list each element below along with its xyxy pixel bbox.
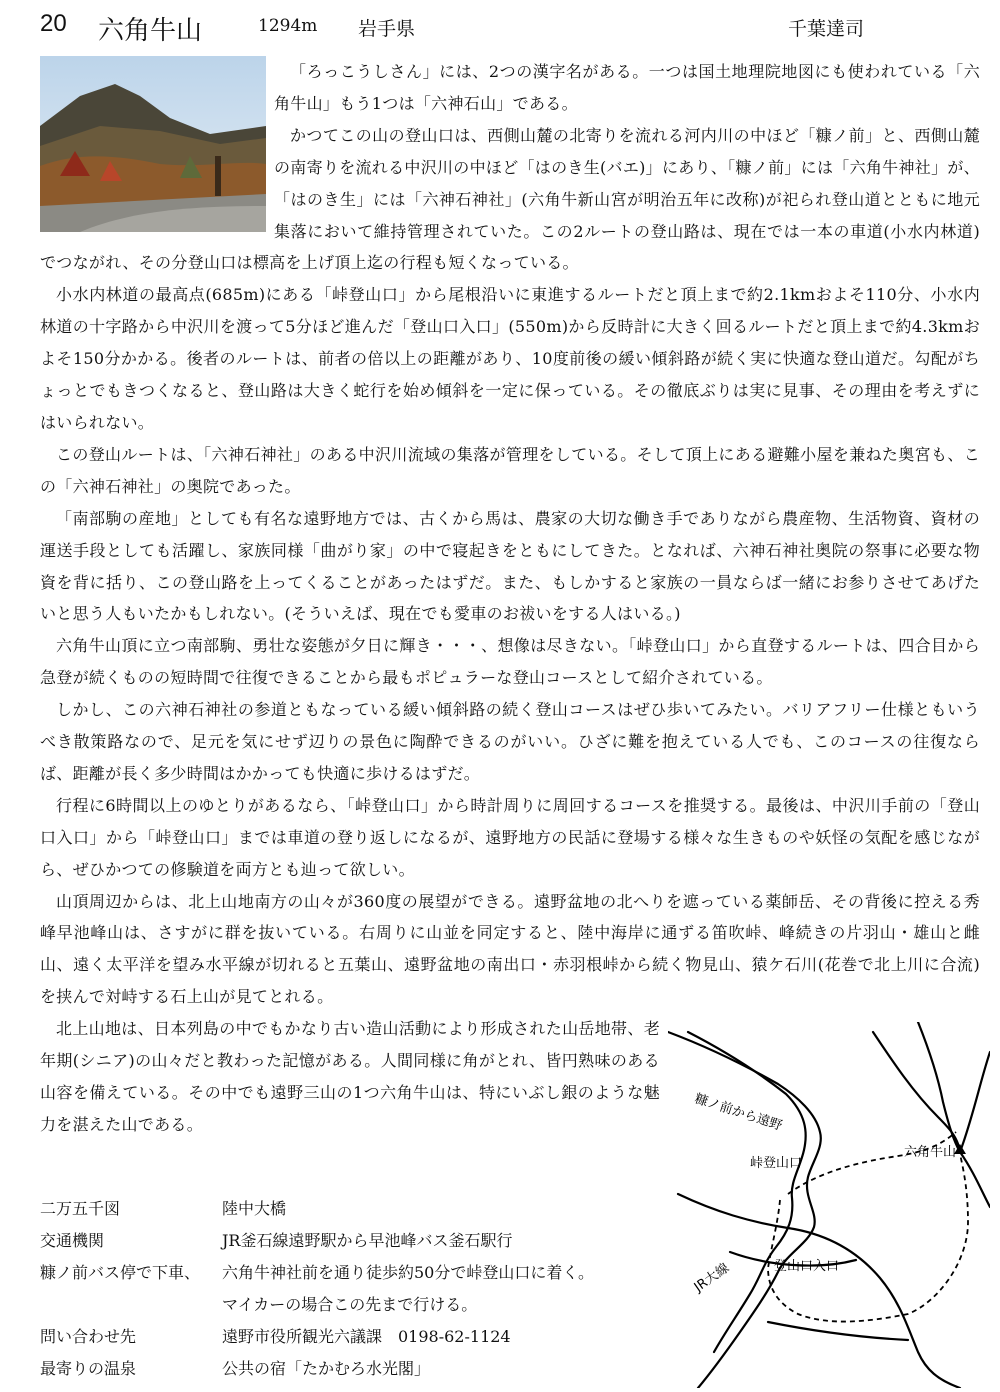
mountain-name: 六角牛山 xyxy=(98,16,203,46)
map-trail xyxy=(768,1154,968,1322)
map-river xyxy=(918,1022,960,1152)
info-value: 陸中大橋 xyxy=(222,1199,287,1218)
prefecture: 岩手県 xyxy=(358,18,416,40)
info-row xyxy=(40,1353,660,1385)
route-map xyxy=(668,1022,990,1388)
info-value: 六角牛神社前を通り徒歩約50分で峠登山口に着く。 xyxy=(222,1263,595,1282)
map-label-entrance: 登山口入口 xyxy=(774,1259,840,1274)
map-road xyxy=(668,1032,821,1388)
photo-space xyxy=(40,56,274,240)
info-row xyxy=(40,1257,660,1289)
info-key: 二万五千図 xyxy=(40,1199,121,1218)
map-road xyxy=(768,1322,908,1340)
info-row xyxy=(40,1193,660,1225)
info-key: 糠ノ前バス停で下車、 xyxy=(40,1263,201,1282)
info-value: JR釜石線遠野駅から早池峰バス釜石駅行 xyxy=(222,1231,513,1250)
article-header xyxy=(40,10,980,44)
info-row xyxy=(40,1289,660,1321)
paragraph: 小水内林道の最高点(685m)にある「峠登山口」から尾根沿いに東進するルートだと頂上まで約2.1kmおよそ110分、小水内林道の十字路から中沢川を渡って5分ほど進んだ「登山口入口」(550m)から反時計に大きく回るルートだと頂上まで約4.3kmおよそ150分かかる。後者のルートは、前者の倍以上の距離があり、10度前後の緩い傾斜路が続く実に快適な登山道だ。勾配がちょっとでもきつくなると、登山路は大きく蛇行を始め傾斜を一定に保っている。その徹底ぶりは実に見事、その理由を考えずにはいられない。 xyxy=(40,285,980,432)
map-road xyxy=(688,1032,806,1352)
map-label-nukanomae: 糠ノ前から遠野 xyxy=(692,1091,784,1134)
paragraph: 「南部駒の産地」としても有名な遠野地方では、古くから馬は、農家の大切な働き手でありながら農産物、生活物資、資材の運送手段としても活躍し、家族同様「曲がり家」の中で寝起きをともにしてきた。となれば、六神石神社奥院の祭事に必要な物資を背に括り、この登山路を上ってくることがあったはずだ。また、もしかすると家族の一員ならば一緒にお参りさせてあげたいと思う人もいたかもしれない。(そういえば、現在でも愛車のお祓いをする人はいる。) xyxy=(40,508,980,624)
info-row xyxy=(40,1321,660,1353)
map-road xyxy=(873,1032,960,1152)
info-key: 問い合わせ先 xyxy=(40,1327,137,1346)
article-number: 20 xyxy=(40,10,67,37)
mountain-elevation: 1294m xyxy=(258,16,318,36)
info-key: 交通機関 xyxy=(40,1231,105,1250)
paragraph: 六角牛山頂に立つ南部駒、勇壮な姿態が夕日に輝き・・・、想像は尽きない。「峠登山口」から直登するルートは、四合目から急登が続くものの短時間で往復できることから最もポピュラーな登山コースとして紹介されている。 xyxy=(40,636,980,688)
info-key: 最寄りの温泉 xyxy=(40,1359,137,1378)
info-key xyxy=(40,1289,222,1321)
map-river xyxy=(960,1052,990,1152)
paragraph: しかし、この六神石神社の参道ともなっている緩い傾斜路の続く登山コースはぜひ歩いてみたい。バリアフリー仕様ともいうべき散策路なので、足元を気にせず辺りの景色に陶酔できるのがいい。ひざに難を抱えている人でも、このコースの往復ならば、距離が長く多少時間はかかっても快適に歩けるはずだ。 xyxy=(40,700,980,783)
paragraph: 行程に6時間以上のゆとりがあるなら、「峠登山口」から時計周りに周回するコースを推奨する。最後は、中沢川手前の「登山口入口」から「峠登山口」までは車道の登り返しになるが、遠野地方の民話に登場する様々な生きものや妖怪の気配を感じながら、ぜひかつての修験道を両方とも辿って欲しい。 xyxy=(40,795,980,879)
author-name: 千葉達司 xyxy=(788,18,865,40)
info-table xyxy=(40,1193,660,1385)
map-label-rail: JR大線 xyxy=(691,1260,733,1296)
info-value: マイカーの場合この先まで行ける。 xyxy=(222,1295,478,1314)
map-label-toge: 峠登山口 xyxy=(750,1156,803,1171)
paragraph: 山頂周辺からは、北上山地南方の山々が360度の展望ができる。遠野盆地の北へりを遮っている薬師岳、その背後に控える秀峰早池峰山は、さすがに群を抜いている。右周りに山並を同定すると、陸中海岸に通ずる笛吹峠、峰続きの片羽山・雄山と雌山、遠く太平洋を望み水平線が切れると五葉山、遠野盆地の南出口・赤羽根峠から続く物見山、猿ケ石川(花巻で北上川に合流)を挟んで対峙する石上山が見てとれる。 xyxy=(40,891,980,1007)
info-value: 遠野市役所観光六議課 0198-62-1124 xyxy=(222,1327,511,1346)
paragraph: かつてこの山の登山口は、西側山麓の北寄りを流れる河内川の中ほど「糠ノ前」と、西側山麓の南寄りを流れる中沢川の中ほど「はのき生(バエ)」にあり、「糠ノ前」には「六角牛神社」が、「はのき生」には「六神石神社」(六角牛新山宮が明治五年に改称)が祀られ登山道とともに地元集落において維持管理されていた。この2ルートの登山路は、現在では一本の車道(小水内林道)でつながれ、その分登山口は標高を上げ頂上迄の行程も短くなっている。 xyxy=(40,125,980,273)
paragraph: 北上山地は、日本列島の中でもかなり古い造山活動により形成された山岳地帯、老年期(シニア)の山々だと教わった記憶がある。人間同様に角がとれ、皆円熟味のある山容を備えている。その中でも遠野三山の1つ六角牛山は、特にいぶし銀のような魅力を湛えた山である。 xyxy=(40,1019,660,1134)
map-label-summit: 六角牛山 xyxy=(904,1145,957,1160)
paragraph: 「ろっこうしさん」には、2つの漢字名がある。一つは国土地理院地図にも使われている「六角牛山」もう1つは「六神石山」である。 xyxy=(274,62,980,113)
info-value: 公共の宿「たかむろ水光閣」 xyxy=(222,1359,431,1378)
info-row xyxy=(40,1225,660,1257)
paragraph: この登山ルートは、「六神石神社」のある中沢川流域の集落が管理をしている。そして頂上にある避難小屋を兼ねた奥宮も、この「六神石神社」の奥院であった。 xyxy=(40,444,980,496)
